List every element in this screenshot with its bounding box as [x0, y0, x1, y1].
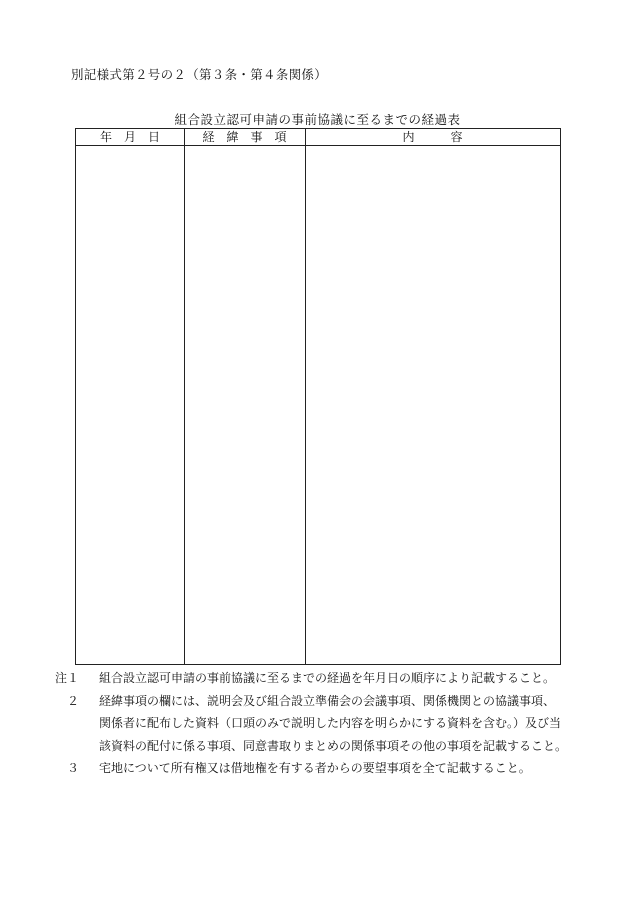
date-column-entry-area[interactable]: [76, 146, 184, 664]
header-date: 年 月 日: [99, 130, 160, 144]
note-1-marker: 注１: [55, 671, 80, 685]
form-reference: 別記様式第２号の２（第３条・第４条関係）: [71, 67, 328, 82]
header-content: 内 容: [402, 130, 463, 144]
history-column-entry-area[interactable]: [185, 146, 305, 664]
note-2-line-3: 該資料の配付に係る事項、同意書取りまとめの関係事項その他の事項を記載すること。: [99, 738, 568, 753]
note-2-line-2: 関係者に配布した資料（口頭のみで説明した内容を明らかにする資料を含む。）及び当: [99, 716, 562, 730]
note-3-line-1: 宅地について所有権又は借地権を有する者からの要望事項を全て記載すること。: [99, 761, 531, 775]
document-title: 組合設立認可申請の事前協議に至るまでの経過表: [174, 112, 461, 127]
note-3: [55, 757, 575, 780]
header-history: 経 緯 事 項: [202, 130, 287, 144]
note-2: [55, 690, 575, 758]
content-column-entry-area[interactable]: [306, 146, 560, 664]
note-1-line-1: 組合設立認可申請の事前協議に至るまでの経過を年月日の順序により記載すること。: [99, 671, 556, 685]
note-3-marker: ３: [55, 761, 80, 775]
note-2-line-1: 経緯事項の欄には、説明会及び組合設立準備会の会議事項、関係機関との協議事項、: [99, 693, 556, 708]
note-2-marker: ２: [55, 693, 80, 708]
history-table: [75, 128, 561, 665]
note-1: [55, 667, 575, 690]
notes-section: [55, 667, 575, 780]
